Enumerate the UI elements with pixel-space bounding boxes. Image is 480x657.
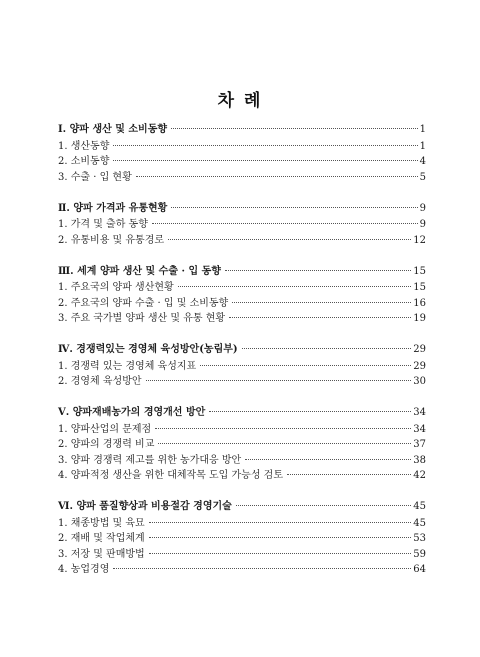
toc-section <box>58 405 426 484</box>
dot-leader <box>236 505 411 506</box>
toc-page-number: 9 <box>419 219 426 230</box>
toc-page-number: 59 <box>413 548 426 560</box>
toc-section-heading[interactable] <box>58 264 426 280</box>
dot-leader <box>229 317 411 318</box>
toc-entry-label: 1. 가격 및 출하 동향 <box>58 219 148 230</box>
page-title: 차 례 <box>217 91 263 111</box>
toc-entry-label: Ⅵ. 양파 품질향상과 비용절감 경영기술 <box>58 501 232 512</box>
toc-entry[interactable] <box>58 359 426 375</box>
toc-entry[interactable] <box>58 154 426 170</box>
toc-page-number: 34 <box>413 407 426 418</box>
toc-entry[interactable] <box>58 453 426 469</box>
toc-section-heading[interactable] <box>58 342 426 358</box>
toc-entry[interactable] <box>58 296 426 312</box>
dot-leader <box>152 223 418 224</box>
toc-entry-label: 2. 양파의 경쟁력 비교 <box>58 439 155 450</box>
table-of-contents <box>58 122 426 593</box>
toc-entry-label: 1. 양파산업의 문제점 <box>58 423 152 435</box>
toc-page-number: 29 <box>413 360 426 372</box>
toc-entry[interactable] <box>58 422 426 438</box>
toc-page-number: 37 <box>413 439 426 450</box>
dot-leader <box>149 522 412 523</box>
toc-entry-label: 1. 주요국의 양파 생산현황 <box>58 282 174 293</box>
toc-entry[interactable] <box>58 547 426 563</box>
toc-entry[interactable] <box>58 468 426 484</box>
toc-section-heading[interactable] <box>58 405 426 421</box>
toc-page-number: 4 <box>419 156 426 167</box>
toc-page-number: 34 <box>413 423 426 435</box>
toc-entry-label: 2. 재배 및 작업체계 <box>58 533 145 544</box>
toc-page-number: 1 <box>419 124 426 135</box>
dot-leader <box>155 428 411 429</box>
toc-entry[interactable] <box>58 374 426 390</box>
toc-entry[interactable] <box>58 217 426 233</box>
toc-entry-label: 4. 농업경영 <box>58 564 110 575</box>
toc-page-number: 5 <box>419 171 426 183</box>
toc-section <box>58 264 426 327</box>
dot-leader <box>149 537 412 538</box>
toc-entry-label: 3. 저장 및 판매방법 <box>58 548 145 560</box>
toc-page-number: 12 <box>413 234 426 246</box>
toc-entry-label: Ⅰ. 양파 생산 및 소비동향 <box>58 124 168 135</box>
toc-entry[interactable] <box>58 437 426 453</box>
toc-entry-label: 3. 양파 경쟁력 제고를 위한 농가대응 방안 <box>58 454 242 466</box>
toc-entry-label: 3. 주요 국가별 양파 생산 및 유통 현황 <box>58 313 226 324</box>
toc-entry[interactable] <box>58 233 426 249</box>
toc-page-number: 15 <box>413 282 426 293</box>
toc-section <box>58 499 426 578</box>
toc-page-number: 38 <box>413 454 426 466</box>
toc-entry[interactable] <box>58 531 426 547</box>
dot-leader <box>168 239 411 240</box>
dot-leader <box>242 348 412 349</box>
dot-leader <box>287 474 411 475</box>
dot-leader <box>232 302 411 303</box>
toc-entry[interactable] <box>58 139 426 155</box>
toc-section <box>58 201 426 249</box>
dot-leader <box>178 286 412 287</box>
dot-leader <box>113 568 411 569</box>
toc-page-number: 16 <box>413 297 426 309</box>
toc-page-number: 53 <box>413 533 426 544</box>
toc-section <box>58 342 426 390</box>
dot-leader <box>146 380 412 381</box>
dot-leader <box>225 270 411 271</box>
toc-page-number: 29 <box>413 344 426 355</box>
toc-entry-label: 2. 유통비용 및 유통경로 <box>58 234 165 246</box>
dot-leader <box>136 176 418 177</box>
toc-entry[interactable] <box>58 311 426 327</box>
toc-section-heading[interactable] <box>58 201 426 217</box>
toc-entry-label: 2. 소비동향 <box>58 156 110 167</box>
toc-page-number: 45 <box>413 501 426 512</box>
toc-page-number: 15 <box>413 265 426 277</box>
dot-leader <box>171 207 417 208</box>
toc-entry-label: 2. 경영체 육성방안 <box>58 376 142 387</box>
dot-leader <box>200 365 411 366</box>
dot-leader <box>245 459 411 460</box>
toc-entry-label: 3. 수출 · 입 현황 <box>58 171 132 183</box>
toc-section <box>58 122 426 185</box>
toc-section-heading[interactable] <box>58 499 426 515</box>
dot-leader <box>158 443 411 444</box>
toc-entry-label: 2. 주요국의 양파 수출 · 입 및 소비동향 <box>58 297 229 309</box>
toc-page-number: 1 <box>419 140 426 152</box>
toc-page-number: 19 <box>413 313 426 324</box>
dot-leader <box>171 128 418 129</box>
toc-entry-label: 4. 양파적정 생산을 위한 대체작목 도입 가능성 검토 <box>58 470 283 481</box>
toc-entry[interactable] <box>58 562 426 578</box>
toc-entry[interactable] <box>58 516 426 532</box>
toc-page-number: 30 <box>413 376 426 387</box>
toc-entry[interactable] <box>58 280 426 296</box>
dot-leader <box>209 411 411 412</box>
toc-entry-label: Ⅴ. 양파재배농가의 경영개선 방안 <box>58 407 206 418</box>
toc-page-number: 45 <box>413 517 426 529</box>
toc-page-number: 42 <box>413 470 426 481</box>
toc-entry-label: Ⅲ. 세계 양파 생산 및 수출 · 입 동향 <box>58 265 221 277</box>
toc-section-heading[interactable] <box>58 122 426 138</box>
dot-leader <box>113 145 417 146</box>
toc-entry-label: Ⅳ. 경쟁력있는 경영체 육성방안(농림부) <box>58 344 238 355</box>
dot-leader <box>113 160 417 161</box>
toc-entry-label: Ⅱ. 양파 가격과 유통현황 <box>58 202 168 214</box>
toc-entry-label: 1. 경쟁력 있는 경영체 육성지표 <box>58 360 197 372</box>
toc-page-number: 9 <box>419 202 426 214</box>
dot-leader <box>149 553 412 554</box>
toc-entry[interactable] <box>58 170 426 186</box>
toc-entry-label: 1. 생산동향 <box>58 140 110 152</box>
toc-page-number: 64 <box>413 564 426 575</box>
toc-entry-label: 1. 채종방법 및 육묘 <box>58 517 145 529</box>
